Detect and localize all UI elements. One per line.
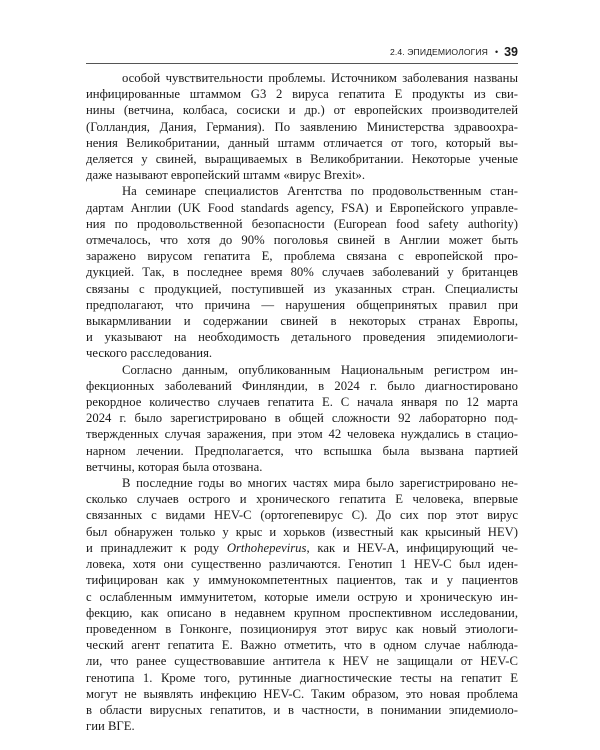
text-line: тифицирован как у иммунокомпетентных пациентов, так и у пациентов — [86, 573, 518, 588]
text-line: нарном лечении. Предполагается, что вспышка была вызвана партией — [86, 443, 518, 458]
text-line: (Голландия, Дания, Германия). По заявлению Министерства здравоохра- — [86, 119, 518, 134]
text-line: ли, что ранее существовавшие антитела к HEV не защищали от HEV-C — [86, 654, 518, 669]
text-line — [86, 540, 518, 556]
text-line: могут не выявлять инфекцию HEV-C. Таким образом, это новая проблема — [86, 686, 518, 701]
text-line: выкармливании и содержании свиней в некоторых странах Европы, — [86, 314, 518, 329]
text-line: ветчины, которая была отозвана. — [86, 459, 263, 474]
text-line: нения Великобритании, данный штамм отличается от того, который вы- — [86, 135, 518, 150]
paragraph — [86, 70, 518, 183]
bullet-separator: • — [494, 47, 499, 57]
text-line: предполагают, что причина — нарушения общепринятых правил при — [86, 297, 518, 312]
paragraph — [86, 362, 518, 475]
text-line: сколько случаев острого и хронического гепатита Е человека, впервые — [86, 492, 518, 507]
paragraph — [86, 475, 518, 734]
section-title: 2.4. ЭПИДЕМИОЛОГИЯ — [390, 47, 488, 57]
text-line: с ослабленным иммунитетом, которые имели острую и хроническую ин- — [86, 589, 518, 604]
text-line: ческий агент гепатита Е. Важно отметить, что в одном случае наблюда- — [86, 638, 518, 653]
text-segment: , как и HEV-A, инфицирующий че- — [306, 540, 518, 555]
genus-name: Orthohepevirus — [226, 540, 307, 555]
text-line: ловека, хотя они существенно различаются. Генотип 1 HEV-C был иден- — [86, 557, 518, 572]
text-line: Согласно данным, опубликованным Национальным регистром ин- — [122, 362, 518, 377]
text-line: связаны с продукцией, поступившей из указанных стран. Специалисты — [86, 281, 518, 296]
text-line: отмечалось, что хотя до 90% поголовья свиней в Англии может быть — [86, 233, 518, 248]
text-line: В последние годы во многих частях мира было зарегистрировано не- — [122, 476, 518, 491]
text-line: генотипа 1. Кроме того, рутинные диагностические тесты на гепатит Е — [86, 670, 518, 685]
text-line: деляется у свиней, выращиваемых в Великобритании. Некоторые ученые — [86, 152, 518, 167]
text-line: особой чувствительности проблемы. Источником заболевания названы — [122, 71, 518, 85]
text-line: фекционных заболеваний Финляндии, в 2024 г. было диагностировано — [86, 378, 518, 393]
text-line: На семинаре специалистов Агентства по продовольственным стан- — [122, 184, 518, 199]
text-line: связанных с видами HEV-C (ортогепевирус С). До сих пор этот вирус — [86, 508, 518, 523]
text-line: и указывают на необходимость детального проведения эпидемиологи- — [86, 330, 518, 345]
body-text — [86, 70, 518, 734]
running-header — [86, 43, 518, 64]
text-line: гии ВГЕ. — [86, 719, 135, 734]
text-segment: и принадлежит к роду — [86, 540, 227, 555]
text-line: фекцию, как описано в недавнем крупном проспективном исследовании, — [86, 605, 518, 620]
text-line: инфицированные штаммом G3 2 вируса гепатита Е продукты из сви- — [86, 87, 518, 102]
text-line: был обнаружен только у крыс и хорьков (известный как крысиный HEV) — [86, 524, 518, 539]
text-line: ния по продовольственной безопасности (European food safety authority) — [86, 216, 518, 231]
text-line: в области вирусных гепатитов, и в частности, в понимании эпидемиоло- — [86, 702, 518, 717]
text-line: рекордное количество случаев гепатита Е. С начала января по 12 марта — [86, 395, 518, 410]
text-line: даже называют европейский штамм «вирус Brexit». — [86, 168, 366, 183]
text-line: проведенном в Гонконге, позиционируя этот вирус как новый этиологи- — [86, 621, 518, 636]
text-line: дукцией. Так, в последнее время 80% случаев заболеваний у британцев — [86, 265, 518, 280]
text-line: заражено вирусом гепатита Е, проблема связана с европейской про- — [86, 249, 518, 264]
text-line: твержденных случая заражения, при этом 42 человека нуждались в стацио- — [86, 427, 518, 442]
text-line: ческого расследования. — [86, 346, 213, 361]
page-number: 39 — [504, 45, 518, 59]
paragraph — [86, 183, 518, 361]
text-line: дартам Англии (UK Food standards agency, FSA) и Европейского управле- — [86, 200, 518, 215]
text-line: нины (ветчина, колбаса, сосиски и др.) от европейских производителей — [86, 103, 518, 118]
text-line: 2024 г. было зарегистрировано в общей сложности 92 лабораторно под- — [86, 411, 518, 426]
